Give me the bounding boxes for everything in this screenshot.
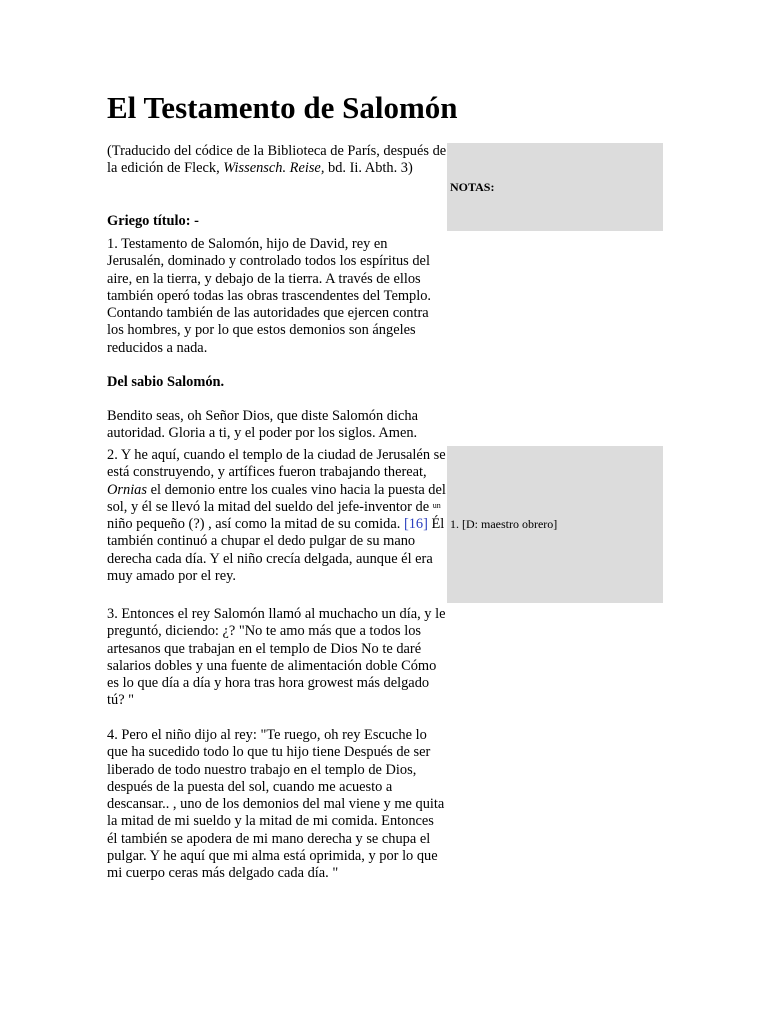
paragraph-4 bbox=[107, 727, 447, 883]
sabio-heading: Del sabio Salomón. bbox=[107, 374, 225, 390]
notes-header: NOTAS: bbox=[450, 179, 495, 194]
intro-text: (Traducido del códice de la Biblioteca de París, después de la edición de Fleck, bbox=[107, 143, 447, 177]
intro-italic: Wissensch. Reise, bbox=[223, 160, 325, 177]
note-1-box bbox=[447, 446, 663, 603]
paragraph-2 bbox=[107, 447, 447, 585]
intro-paragraph bbox=[107, 143, 447, 178]
ornias-italic: Ornias bbox=[107, 481, 147, 498]
paragraph-3-text: 3. Entonces el rey Salomón llamó al muchacho un día, y le preguntó, diciendo: ¿? "No te amo más que a todos los artesanos que trabajan en el templo de Dios No te daré salarios dobles y una fuente de alimentación doble Cómo es lo que día a día y hora tras hora growest más delgado tú? " bbox=[107, 606, 446, 709]
document-title: El Testamento de Salomón bbox=[107, 90, 458, 125]
p2-superscript: un bbox=[432, 500, 441, 510]
bendito-paragraph bbox=[107, 408, 447, 443]
p2-text-d: Él también continuó a chupar el dedo pulgar de su mano derecha cada día. Y el niño crecía delgada, aunque él era muy amado por el rey. bbox=[107, 516, 445, 585]
greek-title: Griego título: - bbox=[107, 213, 199, 229]
p2-text-b: el demonio entre los cuales vino hacia la puesta del sol, y él se llevó la mitad del sueldo del jefe-inventor de bbox=[107, 481, 446, 515]
paragraph-1-text: 1. Testamento de Salomón, hijo de David, rey en Jerusalén, dominado y controlado todos los espíritus del aire, en la tierra, y debajo de la tierra. A través de ellos también operó todas las obras trascendentes del Templo. Contando también de las autoridades que ejercen contra los hombres, y por lo que estos demonios son ángeles reducidos a nada. bbox=[107, 236, 432, 356]
footnote-link-16[interactable]: [16] bbox=[403, 516, 428, 533]
note-1-text: 1. [D: maestro obrero] bbox=[450, 517, 558, 531]
p2-text-c: niño pequeño (?) , así como la mitad de su comida. bbox=[107, 516, 404, 533]
paragraph-3 bbox=[107, 606, 447, 710]
paragraph-4-text: 4. Pero el niño dijo al rey: "Te ruego, oh rey Escuche lo que ha sucedido todo lo que tu hijo tiene Después de ser liberado de todo nuestro trabajo en el templo de Dios, después de la puesta del sol, cuando me acuesto a descansar.. , uno de los demonios del mal viene y me quita la mitad de mi sueldo y la mitad de mi comida. Entonces él también se apodera de mi mano derecha y se chupa el pulgar. Y he aquí que mi alma está oprimida, y por lo que mi cuerpo ceras más delgado cada día. " bbox=[107, 727, 445, 882]
intro-text-end: bd. Ii. Abth. 3) bbox=[324, 160, 413, 177]
p2-text-a: 2. Y he aquí, cuando el templo de la ciudad de Jerusalén se está construyendo, y artífices fueron trabajando thereat, bbox=[107, 447, 446, 481]
paragraph-1 bbox=[107, 236, 447, 357]
notes-header-box bbox=[447, 143, 663, 231]
bendito-text: Bendito seas, oh Señor Dios, que diste Salomón dicha autoridad. Gloria a ti, y el poder por los siglos. Amen. bbox=[107, 408, 418, 442]
